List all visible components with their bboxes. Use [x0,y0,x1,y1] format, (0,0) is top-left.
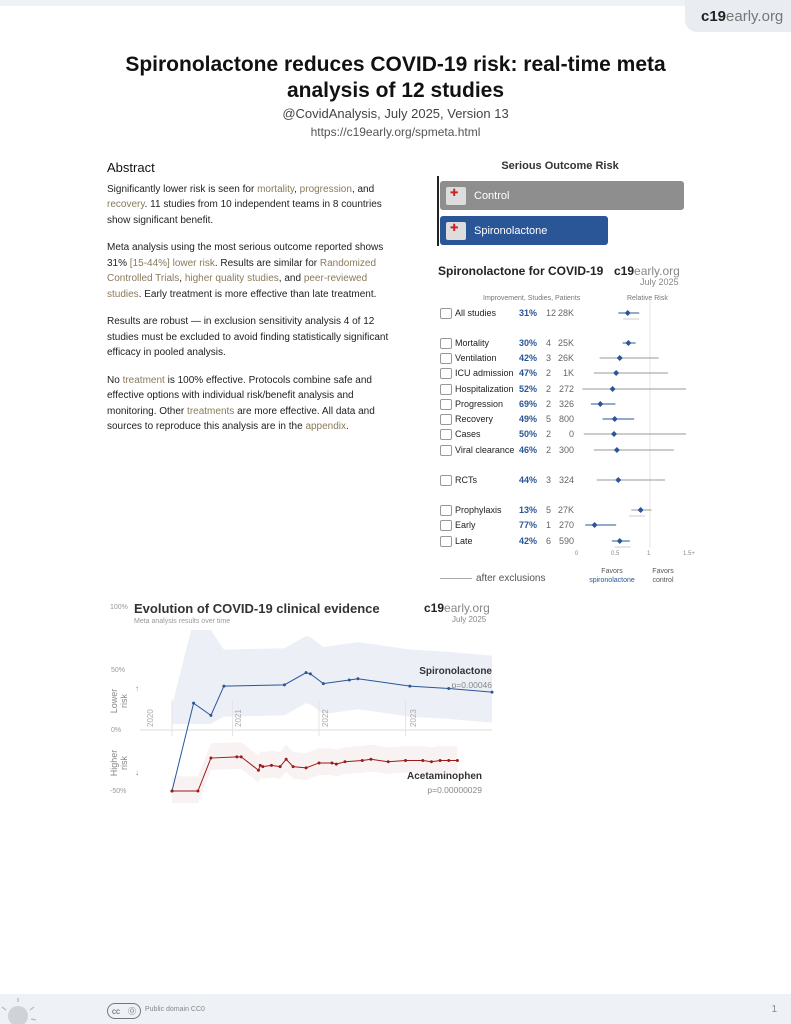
prophylaxis-icon [440,505,452,516]
data-point [343,760,346,763]
virus-icon [0,994,42,1024]
progression-link[interactable]: progression [299,183,352,195]
mortality-icon [440,338,452,349]
outcome-panel-title: Serious Outcome Risk [501,160,619,172]
forest-row-label: Ventilation [455,353,497,363]
y-label-50: 50% [111,667,126,674]
forest-row-studies: 6 [546,536,552,546]
series-p-acetaminophen: p=0.00000029 [427,785,482,795]
series-p-spironolactone: p=0.00046 [451,680,492,690]
text: . 11 studies from 10 independent teams in 8 countries show significant benefit. [107,199,382,226]
mortality-link[interactable]: mortality [257,183,295,195]
brand-rest: early.org [444,601,490,615]
favors-left-line2: spironolactone [589,577,635,584]
data-point [259,764,262,767]
forest-row-studies: 2 [546,429,552,439]
series-name-acetaminophen: Acetaminophen [406,771,482,782]
favors-left [582,567,642,585]
data-point [305,766,308,769]
data-point [285,758,288,761]
quality-link[interactable]: higher quality studies [184,273,279,284]
rct-icon [440,475,452,486]
axis-tick-label: 1.5+ [683,551,695,557]
byline: @CovidAnalysis, July 2025, Version 13 [282,106,509,121]
data-point [222,685,225,688]
favors-left-line1: Favors [601,568,623,575]
rr-point [610,386,616,392]
data-point [240,755,243,758]
forest-row-label: Hospitalization [455,384,514,394]
data-point [261,765,264,768]
data-point [283,683,286,686]
data-point [171,790,174,793]
evolution-brand [424,601,490,615]
brand-rest: early.org [634,264,680,278]
rr-point [614,447,620,453]
data-point [257,769,260,772]
rr-point [611,431,617,437]
data-point [331,761,334,764]
all-studies-icon [440,308,452,319]
year-2021: 2021 [234,709,243,727]
forest-row-studies: 5 [546,414,552,424]
site-brand-link[interactable] [685,0,791,32]
forest-row-patients: 800 [558,414,574,424]
evolution-title: Evolution of COVID-19 clinical evidence [134,601,380,616]
forest-row-percent: 49% [519,414,538,424]
lower-risk-label: Lower risk [109,688,129,714]
text: . [346,421,349,432]
data-point [322,682,325,685]
data-point [430,760,433,763]
rr-point [625,340,631,346]
arrow-down-icon: ↓ [135,768,139,777]
forest-row-studies: 4 [546,338,552,348]
forest-row-patients: 324 [558,475,574,485]
y-label-minus-50: -50% [110,788,127,795]
data-point [209,714,212,717]
text: is 100% effective. Protocols combine safe and effective options with individual risk/benefit analysis and monitoring. Other [107,374,372,417]
forest-row-studies: 2 [546,384,552,394]
data-point [318,761,321,764]
ci-link[interactable]: [15‑44%] [129,257,170,269]
cc-icon: cc [112,1006,120,1016]
arrow-up-icon: ↑ [135,684,139,693]
data-point [439,759,442,762]
forest-title: Spironolactone for COVID-19 [438,264,604,278]
brand-rest: early.org [726,8,784,25]
favors-right [645,567,681,585]
after-exclusions-legend [440,573,545,584]
data-point [369,758,372,761]
hospitalization-icon [440,384,452,395]
y-label-0: 0% [111,727,122,734]
evolution-chart [140,630,500,810]
forest-date: July 2025 [640,277,679,287]
rr-point [617,355,623,361]
forest-row-label: All studies [455,308,497,318]
data-point [348,678,351,681]
hospital-icon [446,187,466,205]
forest-row-studies: 5 [546,505,552,515]
data-point [456,759,459,762]
data-point [361,759,364,762]
favors-right-line2: control [652,577,674,584]
evolution-date: July 2025 [452,615,487,624]
viral-clearance-icon [440,445,452,456]
favors-right-line1: Favors [652,568,674,575]
forest-row-studies: 2 [546,445,552,455]
year-2022: 2022 [321,709,330,727]
abstract-paragraph-4 [107,373,400,435]
forest-row-percent: 31% [519,308,538,318]
forest-row-percent: 42% [519,536,538,546]
forest-row-patients: 270 [558,520,574,530]
rr-point [597,401,603,407]
forest-row-label: RCTs [455,475,477,485]
forest-row-percent: 50% [519,429,538,439]
outcome-axis-line [437,176,439,246]
text: Significantly lower risk is seen for [107,183,258,195]
data-point [404,759,407,762]
brand-bold: c19 [701,8,727,25]
forest-row-studies: 1 [546,520,552,530]
treatment-link[interactable]: treatment [122,374,165,386]
treatment-risk-bar [440,216,608,245]
rr-point [615,477,621,483]
brand-bold: c19 [614,264,635,278]
abstract-paragraph-2 [107,240,400,302]
forest-row-patients: 28K [557,308,574,318]
page-url-link[interactable]: https://c19early.org/spmeta.html [310,125,481,139]
axis-tick-label: 0 [575,551,579,557]
forest-row-studies: 3 [546,353,552,363]
risk-percent: 31% [107,257,128,269]
treatments-link[interactable]: treatments [187,405,235,417]
rr-point [592,522,598,528]
brand-bold: c19 [424,601,445,615]
forest-row-label: Mortality [455,338,490,348]
forest-brand [614,264,680,278]
page-title: Spironolactone reduces COVID-19 risk: real-time meta analysis of 12 studies [125,53,666,102]
forest-row-patients: 27K [557,505,574,515]
forest-row-label: ICU admission [455,368,514,378]
year-2020: 2020 [146,709,155,727]
axis-tick-label: 1 [647,551,651,557]
control-label: Control [474,189,510,202]
forest-row-patients: 25K [557,338,574,348]
data-point [292,765,295,768]
forest-row-patients: 0 [568,429,574,439]
text: , and [351,183,375,195]
page-number: 1 [771,1004,777,1015]
rct-link[interactable]: Randomized Controlled Trials [107,257,377,284]
forest-row-label: Prophylaxis [455,505,502,515]
early-icon [440,520,452,531]
forest-row-label: Viral clearance [455,445,515,455]
text: . Results are similar for [214,257,320,269]
late-icon [440,536,452,547]
data-point [305,671,308,674]
axis-tick-label: 0.5 [611,551,620,557]
forest-row-percent: 69% [519,399,538,409]
data-point [279,765,282,768]
forest-row-patients: 326 [558,399,574,409]
forest-row-label: Early [455,520,476,530]
abstract-heading: Abstract [107,160,155,175]
data-point [196,790,199,793]
forest-row-patients: 1K [562,368,574,378]
progression-icon [440,399,452,410]
forest-row-patients: 272 [558,384,574,394]
data-point [491,691,494,694]
year-2023: 2023 [409,709,418,727]
data-point [387,760,390,763]
legend-line [440,578,472,579]
data-point [270,764,273,767]
lower-risk-link[interactable]: lower risk [172,257,215,269]
after-exclusions-label: after exclusions [476,573,546,584]
forest-row-percent: 42% [519,353,538,363]
text: . Early treatment is more effective than late treatment. [138,288,377,300]
top-strip [0,0,791,6]
series-name-spironolactone: Spironolactone [419,666,492,677]
cc-license-icon[interactable] [107,1003,141,1019]
forest-row-percent: 52% [519,384,538,394]
data-point [309,672,312,675]
forest-row-studies: 2 [546,368,552,378]
text: Meta analysis using the most serious outcome reported shows [107,242,384,253]
text: , and [278,273,304,284]
ventilation-icon [440,353,452,364]
forest-row-label: Progression [455,399,504,409]
data-point [192,702,195,705]
forest-header-right: Relative Risk [627,295,668,302]
abstract-paragraph-1 [107,182,400,229]
forest-row-label: Recovery [455,414,494,424]
rr-point [625,310,631,316]
data-point [335,763,338,766]
evolution-subtitle: Meta analysis results over time [134,618,231,625]
data-point [209,757,212,760]
zero-icon: ⓪ [128,1006,136,1016]
text: , [294,183,300,195]
cases-icon [440,429,452,440]
peer-reviewed-link[interactable]: peer-reviewed studies [107,273,368,300]
abstract-section [107,160,400,447]
forest-row-studies: 3 [546,475,552,485]
rr-point [613,370,619,376]
data-point [235,755,238,758]
forest-row-patients: 26K [557,353,574,363]
forest-row-patients: 590 [558,536,574,546]
forest-row-studies: 2 [546,399,552,409]
text: No [107,374,123,386]
treatment-label: Spironolactone [474,224,548,237]
forest-plot [575,300,690,560]
forest-row-percent: 77% [519,520,538,530]
data-point [356,677,359,680]
forest-row-patients: 300 [558,445,574,455]
recovery-link[interactable]: recovery [107,199,145,210]
forest-row-label: Late [455,536,473,546]
forest-row-percent: 46% [519,445,538,455]
control-risk-bar [440,181,684,210]
abstract-paragraph-3: Results are robust — in exclusion sensitivity analysis 4 of 12 studies must be excluded to avoid finding statistically significant efficacy in pooled analysis. [107,316,389,358]
appendix-link[interactable]: appendix [305,421,347,432]
y-label-100: 100% [110,604,128,611]
license-text: Public domain CC0 [145,1006,205,1013]
data-point [447,759,450,762]
rr-point [638,507,644,513]
rr-point [612,416,618,422]
forest-row-percent: 47% [519,368,538,378]
rr-point [617,538,623,544]
icu-icon [440,368,452,379]
text: , [179,273,185,284]
forest-header-left: Improvement, Studies, Patients [483,295,581,302]
hospital-icon [446,222,466,240]
data-point [421,759,424,762]
higher-risk-label: Higher risk [109,749,129,777]
text: are more effective. All data and sources to reproduce this analysis are in the [107,405,375,432]
forest-row-percent: 13% [519,505,538,515]
forest-row-percent: 30% [519,338,538,348]
forest-row-studies: 12 [546,308,557,318]
recovery-icon [440,414,452,425]
forest-row-percent: 44% [519,475,538,485]
forest-row-label: Cases [455,429,481,439]
